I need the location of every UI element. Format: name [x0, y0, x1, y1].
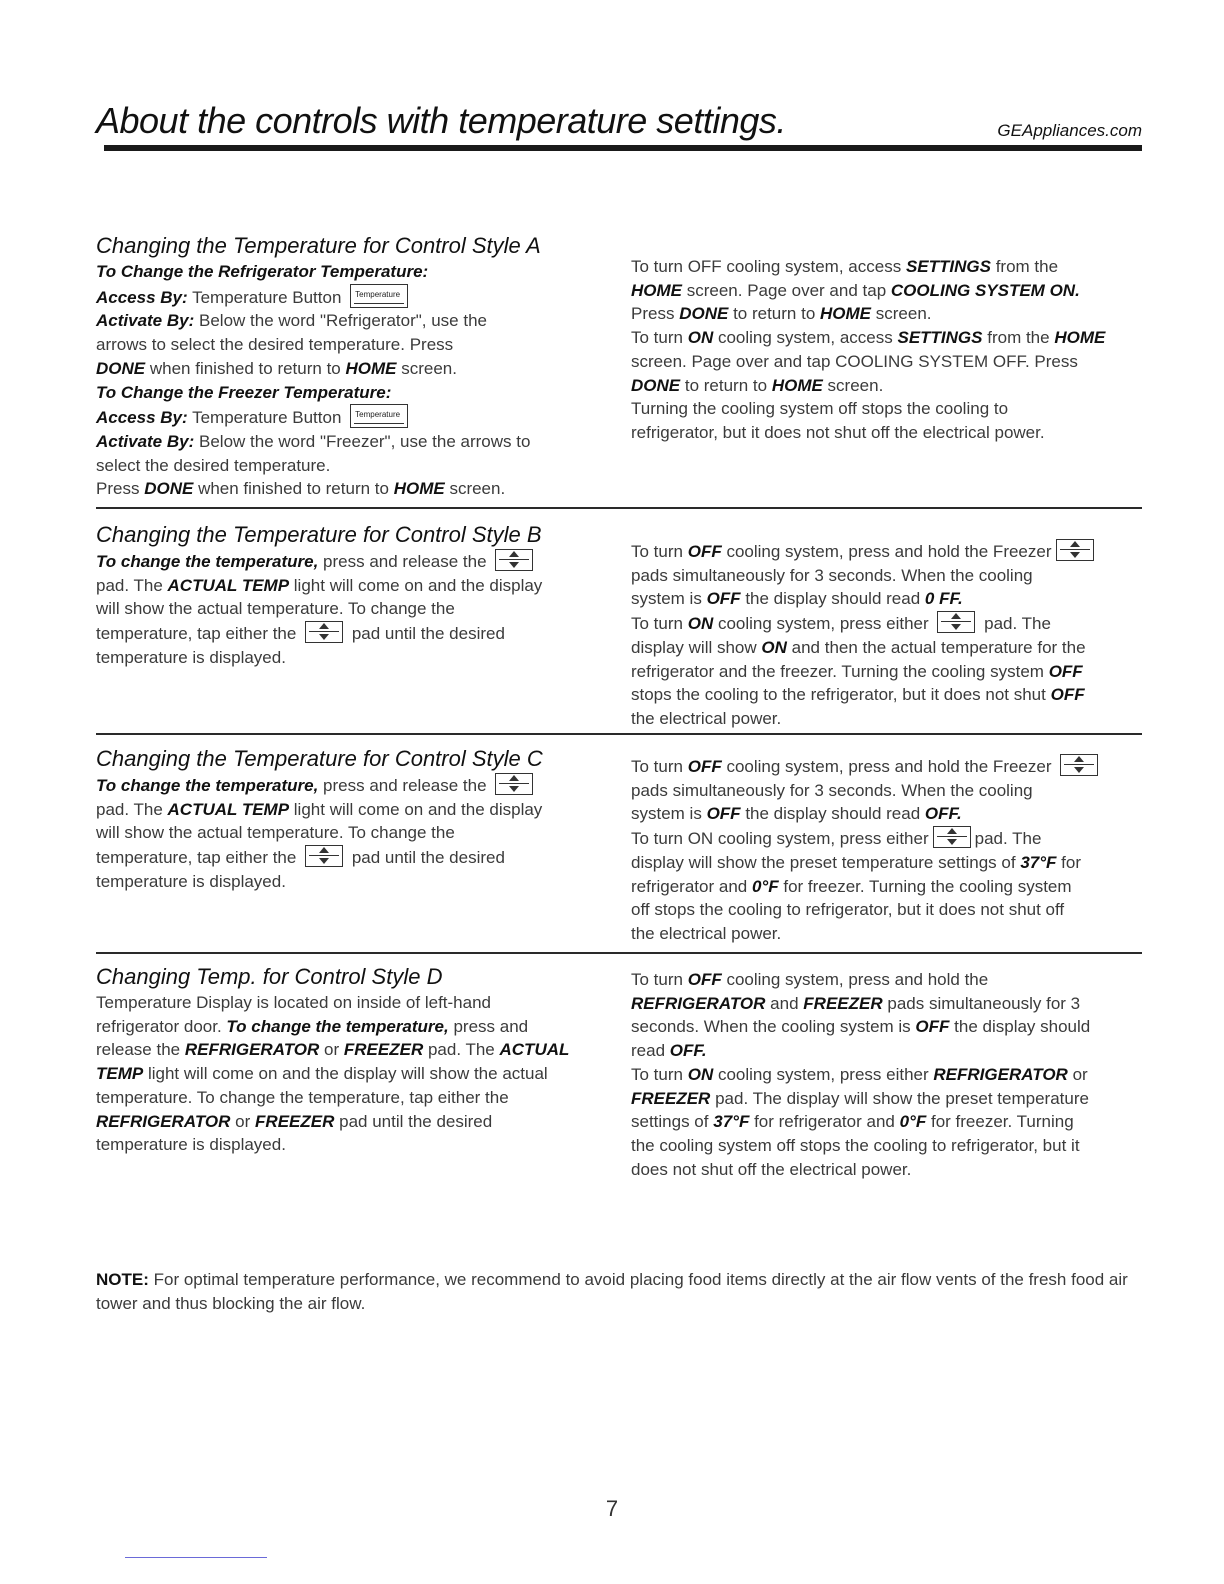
text-span: refrigerator door.: [96, 1016, 222, 1036]
text-line: the cooling system off stops the cooling to refrigerator, but it: [631, 1135, 1080, 1155]
up-down-arrow-pad-icon: [937, 611, 975, 633]
style-a-left-column: [96, 232, 586, 501]
text-span: seconds. When the cooling system is: [631, 1017, 911, 1037]
text-span: pad. The: [427, 1040, 495, 1060]
done-label: DONE: [679, 304, 729, 324]
text-span: pad until the desired: [351, 624, 505, 644]
text-span: press and release the: [323, 552, 487, 571]
text-span: pad. The: [984, 614, 1051, 634]
up-down-arrow-pad-icon: [305, 845, 343, 867]
text-span: system is: [631, 589, 702, 609]
cooling-on-label: COOLING SYSTEM ON.: [890, 280, 1080, 300]
on-label: ON: [687, 328, 714, 348]
home-label: HOME: [631, 280, 682, 300]
text-line: pads simultaneously for 3 seconds. When the cooling: [631, 780, 1033, 800]
text-span: when finished to return to: [149, 358, 341, 378]
text-span: To turn ON cooling system, press either: [631, 829, 929, 849]
section-divider: [96, 733, 1142, 735]
text-span: light will come on and the display: [293, 575, 543, 595]
style-d-right-column: [631, 968, 1146, 1181]
page-title: About the controls with temperature settings.: [96, 100, 786, 141]
settings-label: SETTINGS: [897, 328, 983, 348]
text-span: and: [770, 993, 799, 1013]
text-span: cooling system, press either: [717, 614, 929, 634]
text-span: for refrigerator and: [754, 1112, 895, 1132]
up-down-arrow-pad-icon: [305, 621, 343, 643]
text-line: the electrical power.: [631, 923, 782, 943]
text-span: Press: [631, 304, 675, 324]
note-paragraph: [96, 1268, 1142, 1316]
fridge-temp-value: 37°F: [713, 1112, 750, 1132]
text-span: read: [631, 1041, 666, 1061]
text-span: display will show: [631, 637, 757, 657]
text-span: press and: [453, 1016, 529, 1036]
up-down-arrow-pad-icon: [495, 549, 533, 571]
footer-line: [125, 1557, 267, 1558]
text-span: system is: [631, 804, 702, 824]
off-label: OFF: [687, 542, 722, 561]
up-down-arrow-pad-icon: [933, 826, 971, 848]
text-span: screen.: [449, 479, 506, 499]
access-text: Temperature Button: [192, 287, 342, 307]
text-span: pad. The: [96, 799, 163, 819]
text-span: To turn: [631, 970, 683, 989]
to-change-label: To change the temperature,: [96, 552, 319, 571]
text-span: stops the cooling to the refrigerator, but it does not shut: [631, 685, 1046, 705]
style-b-right-column: [631, 539, 1146, 731]
text-span: and then the actual temperature for the: [791, 637, 1086, 657]
text-span: from the: [995, 257, 1059, 276]
style-b-left-column: [96, 521, 586, 670]
access-label: Access By:: [96, 287, 188, 307]
temperature-button-icon: [350, 404, 408, 428]
text-span: press and release the: [323, 776, 487, 795]
home-label: HOME: [345, 358, 397, 378]
text-span: to return to: [733, 304, 816, 324]
refrigerator-pad-label: REFRIGERATOR: [933, 1064, 1068, 1084]
text-span: To turn: [631, 328, 683, 348]
text-span: pad until the desired: [351, 848, 505, 868]
style-c-left-column: [96, 745, 586, 894]
note-label: NOTE:: [96, 1270, 149, 1289]
text-span: light will come on and the display: [293, 799, 543, 819]
off-label: OFF: [687, 970, 722, 989]
text-span: screen.: [827, 375, 884, 395]
actual-temp-label: ACTUAL TEMP: [167, 575, 290, 595]
text-span: screen. Page over and tap: [686, 280, 887, 300]
text-span: To turn OFF cooling system, access: [631, 257, 902, 276]
section-divider: [96, 952, 1142, 954]
text-span: or: [324, 1040, 340, 1060]
text-span: when finished to return to: [198, 479, 389, 499]
freezer-subhead: To Change the Freezer Temperature:: [96, 382, 392, 402]
text-line: the electrical power.: [631, 708, 782, 728]
text-span: To turn: [631, 614, 683, 634]
activate-text: Below the word "Refrigerator", use the: [199, 311, 487, 331]
style-a-right-column: [631, 255, 1146, 445]
on-label: ON: [687, 614, 714, 634]
text-span: To turn: [631, 757, 683, 776]
activate-text: Below the word "Freezer", use the arrows to: [199, 431, 531, 451]
up-down-arrow-pad-icon: [1060, 754, 1098, 776]
text-span: pad. The: [974, 829, 1042, 849]
actual-temp-label: ACTUAL TEMP: [167, 799, 290, 819]
text-span: or: [1072, 1064, 1088, 1084]
access-label: Access By:: [96, 408, 188, 428]
text-line: temperature is displayed.: [96, 1135, 286, 1155]
text-span: temperature, tap either the: [96, 624, 297, 644]
text-line: screen. Page over and tap COOLING SYSTEM OFF. Press: [631, 351, 1078, 371]
activate-label: Activate By:: [96, 431, 195, 451]
text-line: arrows to select the desired temperature. Press: [96, 335, 454, 355]
freezer-temp-value: 0°F: [751, 876, 779, 896]
on-label: ON: [687, 1064, 714, 1084]
home-label: HOME: [393, 479, 445, 499]
activate-label: Activate By:: [96, 311, 195, 331]
text-span: cooling system, press and hold the Freezer: [726, 757, 1052, 776]
style-c-right-column: [631, 754, 1146, 946]
text-span: pad. The display will show the preset temperature: [715, 1088, 1089, 1108]
actual-label: ACTUAL: [499, 1040, 570, 1060]
off-label: OFF: [687, 757, 722, 776]
temperature-button-label: Temperature: [355, 410, 401, 420]
text-line: refrigerator, but it does not shut off the electrical power.: [631, 422, 1045, 442]
text-span: screen.: [401, 358, 457, 378]
text-line: temperature. To change the temperature, tap either the: [96, 1087, 509, 1107]
text-line: off stops the cooling to refrigerator, but it does not shut off: [631, 900, 1065, 920]
refrigerator-pad-label: REFRIGERATOR: [184, 1040, 320, 1060]
fridge-subhead: To Change the Refrigerator Temperature:: [96, 262, 429, 281]
to-change-label: To change the temperature,: [96, 776, 319, 795]
section-divider: [96, 507, 1142, 509]
refrigerator-pad-label: REFRIGERATOR: [96, 1111, 231, 1131]
text-span: release the: [96, 1040, 181, 1060]
done-label: DONE: [631, 375, 681, 395]
text-span: cooling system, press and hold the Freezer: [726, 542, 1052, 561]
style-d-heading: Changing Temp. for Control Style D: [96, 964, 443, 989]
off-display-label: 0 FF.: [924, 589, 963, 609]
text-line: select the desired temperature.: [96, 455, 331, 475]
website-label: GEAppliances.com: [997, 121, 1142, 140]
on-label: ON: [761, 637, 787, 657]
refrigerator-pad-label: REFRIGERATOR: [631, 993, 766, 1013]
freezer-temp-value: 0°F: [899, 1112, 927, 1132]
up-down-arrow-pad-icon: [1056, 539, 1094, 561]
text-span: temperature, tap either the: [96, 848, 297, 868]
style-d-left-column: [96, 963, 586, 1157]
off-label: OFF: [1048, 661, 1083, 681]
text-span: To turn: [631, 1064, 683, 1084]
off-label: OFF: [915, 1017, 950, 1037]
text-span: for: [1061, 852, 1081, 872]
off-label: OFF: [1050, 685, 1085, 705]
freezer-pad-label: FREEZER: [631, 1088, 711, 1108]
off-label: OFF: [706, 804, 741, 824]
text-span: settings of: [631, 1112, 709, 1132]
text-span: pads simultaneously for 3: [887, 993, 1081, 1013]
text-span: To turn: [631, 542, 683, 561]
text-line: Turning the cooling system off stops the cooling to: [631, 399, 1009, 419]
home-label: HOME: [1054, 328, 1106, 348]
text-span: to return to: [684, 375, 768, 395]
text-span: screen.: [875, 304, 932, 324]
text-line: will show the actual temperature. To change the: [96, 599, 455, 619]
temp-label: TEMP: [96, 1064, 144, 1084]
home-label: HOME: [820, 304, 872, 324]
text-span: cooling system, press either: [717, 1064, 929, 1084]
settings-label: SETTINGS: [905, 257, 991, 276]
off-display-label: OFF.: [669, 1041, 707, 1061]
text-span: pad. The: [96, 575, 163, 595]
text-span: for freezer. Turning: [930, 1112, 1074, 1132]
freezer-pad-label: FREEZER: [803, 993, 883, 1013]
off-display-label: OFF.: [924, 804, 962, 824]
page-number: 7: [605, 1496, 619, 1521]
header-rule: [104, 145, 1142, 151]
text-span: the display should read: [745, 589, 921, 609]
text-span: for freezer. Turning the cooling system: [783, 876, 1072, 896]
text-span: or: [235, 1111, 251, 1131]
text-span: refrigerator and the freezer. Turning the cooling system: [631, 661, 1044, 681]
text-span: light will come on and the display will show the actual: [147, 1064, 548, 1084]
done-label: DONE: [144, 479, 194, 499]
style-c-heading: Changing the Temperature for Control Style C: [96, 746, 543, 771]
text-span: from the: [987, 328, 1050, 348]
text-span: the display should: [954, 1017, 1091, 1037]
text-span: cooling system, press and hold the: [726, 970, 989, 989]
text-line: temperature is displayed.: [96, 871, 286, 891]
text-span: display will show the preset temperature settings of: [631, 852, 1016, 872]
text-line: pads simultaneously for 3 seconds. When the cooling: [631, 565, 1033, 585]
text-line: will show the actual temperature. To change the: [96, 823, 455, 843]
text-span: refrigerator and: [631, 876, 748, 896]
fridge-temp-value: 37°F: [1020, 852, 1057, 872]
style-b-heading: Changing the Temperature for Control Style B: [96, 522, 542, 547]
freezer-pad-label: FREEZER: [255, 1111, 335, 1131]
to-change-label: To change the temperature,: [226, 1016, 449, 1036]
note-text: For optimal temperature performance, we recommend to avoid placing food items directly at the air flow vents of the fresh food air tower and thus blocking the air flow.: [96, 1270, 1128, 1313]
off-label: OFF: [706, 589, 741, 609]
text-line: temperature is displayed.: [96, 647, 286, 667]
up-down-arrow-pad-icon: [495, 773, 533, 795]
text-span: Press: [96, 479, 140, 499]
style-a-heading: Changing the Temperature for Control Style A: [96, 233, 541, 258]
temperature-button-icon: [350, 284, 408, 308]
text-span: cooling system, access: [717, 328, 893, 348]
text-span: pad until the desired: [339, 1111, 493, 1131]
text-line: does not shut off the electrical power.: [631, 1159, 912, 1179]
text-line: Temperature Display is located on inside of left-hand: [96, 993, 491, 1012]
done-label: DONE: [96, 358, 146, 378]
freezer-pad-label: FREEZER: [343, 1040, 424, 1060]
home-label: HOME: [771, 375, 823, 395]
access-text: Temperature Button: [192, 408, 342, 428]
text-span: the display should read: [745, 804, 921, 824]
temperature-button-label: Temperature: [355, 289, 401, 299]
